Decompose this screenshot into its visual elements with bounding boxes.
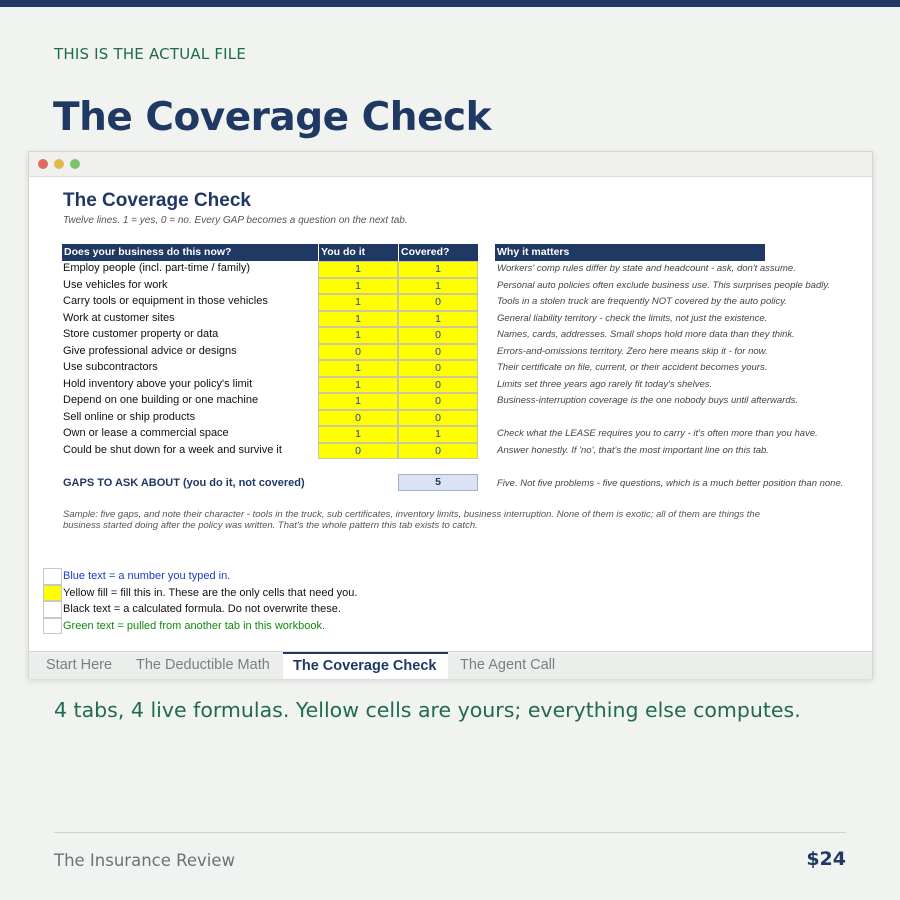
covered-input-cell[interactable]: 0 [398, 443, 478, 460]
legend-text: Black text = a calculated formula. Do not overwrite these. [63, 603, 341, 615]
why-note: Errors-and-omissions territory. Zero here means skip it - for now. [497, 345, 768, 357]
covered-input-cell[interactable]: 1 [398, 278, 478, 295]
you-do-it-input-cell[interactable]: 1 [318, 311, 398, 328]
window-titlebar [29, 152, 872, 177]
legend-item [43, 601, 443, 618]
header-covered: Covered? [398, 244, 478, 261]
covered-input-cell[interactable]: 1 [398, 311, 478, 328]
table-row [62, 426, 862, 443]
covered-input-cell[interactable]: 1 [398, 261, 478, 278]
row-label: Hold inventory above your policy's limit [63, 377, 253, 390]
table-row [62, 377, 862, 394]
you-do-it-input-cell[interactable]: 0 [318, 410, 398, 427]
table-row [62, 278, 862, 295]
you-do-it-input-cell[interactable]: 0 [318, 443, 398, 460]
close-window-dot-icon[interactable] [38, 159, 48, 169]
covered-input-cell[interactable]: 0 [398, 344, 478, 361]
legend-item [43, 568, 443, 585]
you-do-it-input-cell[interactable]: 1 [318, 278, 398, 295]
legend-item [43, 585, 443, 602]
legend-swatch-yellow [43, 585, 62, 602]
you-do-it-input-cell[interactable]: 1 [318, 377, 398, 394]
table-row [62, 360, 862, 377]
you-do-it-input-cell[interactable]: 1 [318, 327, 398, 344]
row-label: Carry tools or equipment in those vehicles [63, 295, 268, 307]
legend-text: Yellow fill = fill this in. These are the only cells that need you. [63, 586, 358, 599]
minimize-window-dot-icon[interactable] [54, 159, 64, 169]
row-label: Could be shut down for a week and survive it [63, 443, 282, 456]
table-row [62, 443, 862, 460]
why-note: General liability territory - check the limits, not just the existence. [497, 312, 768, 324]
table-row [62, 261, 862, 278]
covered-input-cell[interactable]: 0 [398, 327, 478, 344]
legend-text: Green text = pulled from another tab in this workbook. [63, 619, 326, 632]
table-row [62, 311, 862, 328]
you-do-it-input-cell[interactable]: 1 [318, 261, 398, 278]
covered-input-cell[interactable]: 1 [398, 426, 478, 443]
row-label: Own or lease a commercial space [63, 427, 229, 439]
gaps-total-label: GAPS TO ASK ABOUT (you do it, not covered) [63, 477, 305, 489]
eyebrow-text: THIS IS THE ACTUAL FILE [54, 45, 247, 63]
sheet-subtitle: Twelve lines. 1 = yes, 0 = no. Every GAP becomes a question on the next tab. [63, 215, 408, 226]
covered-input-cell[interactable]: 0 [398, 294, 478, 311]
row-label: Sell online or ship products [63, 410, 196, 423]
you-do-it-input-cell[interactable]: 1 [318, 360, 398, 377]
price-label: $24 [806, 848, 846, 870]
page-headline: The Coverage Check [53, 95, 492, 140]
table-row [62, 393, 862, 410]
why-note: Their certificate on file, current, or their accident becomes yours. [497, 362, 768, 373]
sheet-tab-bar [29, 651, 872, 679]
gaps-total-formula-cell[interactable]: 5 [398, 474, 478, 491]
why-note: Names, cards, addresses. Small shops hold more data than they think. [497, 329, 795, 340]
header-you-do-it: You do it [318, 244, 398, 261]
brand-name: The Insurance Review [54, 851, 236, 870]
gaps-note: Five. Not five problems - five questions, which is a much better position than none. [497, 478, 844, 489]
spreadsheet-window [28, 151, 873, 679]
coverage-table [62, 261, 862, 459]
caption-text: 4 tabs, 4 live formulas. Yellow cells are yours; everything else computes. [54, 698, 801, 722]
legend-text: Blue text = a number you typed in. [63, 570, 231, 582]
header-why-it-matters: Why it matters [495, 244, 765, 261]
row-label: Use subcontractors [63, 361, 158, 373]
why-note: Business-interruption coverage is the one nobody buys until afterwards. [497, 395, 799, 406]
why-note: Check what the LEASE requires you to carry - it's often more than you have. [497, 428, 818, 439]
table-row [62, 327, 862, 344]
you-do-it-input-cell[interactable]: 0 [318, 344, 398, 361]
why-note: Workers' comp rules differ by state and headcount - ask, don't assume. [497, 263, 796, 274]
maximize-window-dot-icon[interactable] [70, 159, 80, 169]
row-label: Use vehicles for work [63, 278, 168, 291]
row-label: Store customer property or data [63, 328, 219, 340]
legend-item [43, 618, 443, 635]
why-note: Limits set three years ago rarely fit today's shelves. [497, 378, 713, 390]
covered-input-cell[interactable]: 0 [398, 377, 478, 394]
color-legend [43, 568, 443, 634]
row-label: Employ people (incl. part-time / family) [63, 262, 251, 274]
tab-agent-call[interactable]: The Agent Call [460, 657, 556, 673]
you-do-it-input-cell[interactable]: 1 [318, 393, 398, 410]
row-label: Work at customer sites [63, 311, 175, 324]
legend-swatch-white [43, 618, 62, 635]
sheet-title: The Coverage Check [63, 190, 251, 211]
table-row [62, 294, 862, 311]
why-note: Tools in a stolen truck are frequently NOT covered by the auto policy. [497, 296, 787, 307]
why-note: Answer honestly. If 'no', that's the most important line on this tab. [497, 444, 769, 456]
you-do-it-input-cell[interactable]: 1 [318, 426, 398, 443]
covered-input-cell[interactable]: 0 [398, 393, 478, 410]
covered-input-cell[interactable]: 0 [398, 360, 478, 377]
why-note: Personal auto policies often exclude business use. This surprises people badly. [497, 279, 831, 291]
legend-swatch-white [43, 601, 62, 618]
tab-deductible-math[interactable]: The Deductible Math [136, 657, 270, 673]
footer-divider [54, 832, 846, 833]
tab-start-here[interactable]: Start Here [46, 657, 113, 673]
row-label: Give professional advice or designs [63, 344, 237, 357]
header-question: Does your business do this now? [62, 244, 318, 261]
tab-coverage-check[interactable]: The Coverage Check [283, 652, 448, 679]
you-do-it-input-cell[interactable]: 1 [318, 294, 398, 311]
table-row [62, 410, 862, 427]
covered-input-cell[interactable]: 0 [398, 410, 478, 427]
top-accent-bar [0, 0, 900, 7]
row-label: Depend on one building or one machine [63, 394, 259, 406]
table-row [62, 344, 862, 361]
legend-swatch-white [43, 568, 62, 585]
sample-note: Sample: five gaps, and note their character - tools in the truck, sub certificates, inventory limits, business interruption. None of them is exotic; all of them are things the business started doing after the policy was written. That's the whole pattern this tab exists to catch. [63, 509, 761, 531]
